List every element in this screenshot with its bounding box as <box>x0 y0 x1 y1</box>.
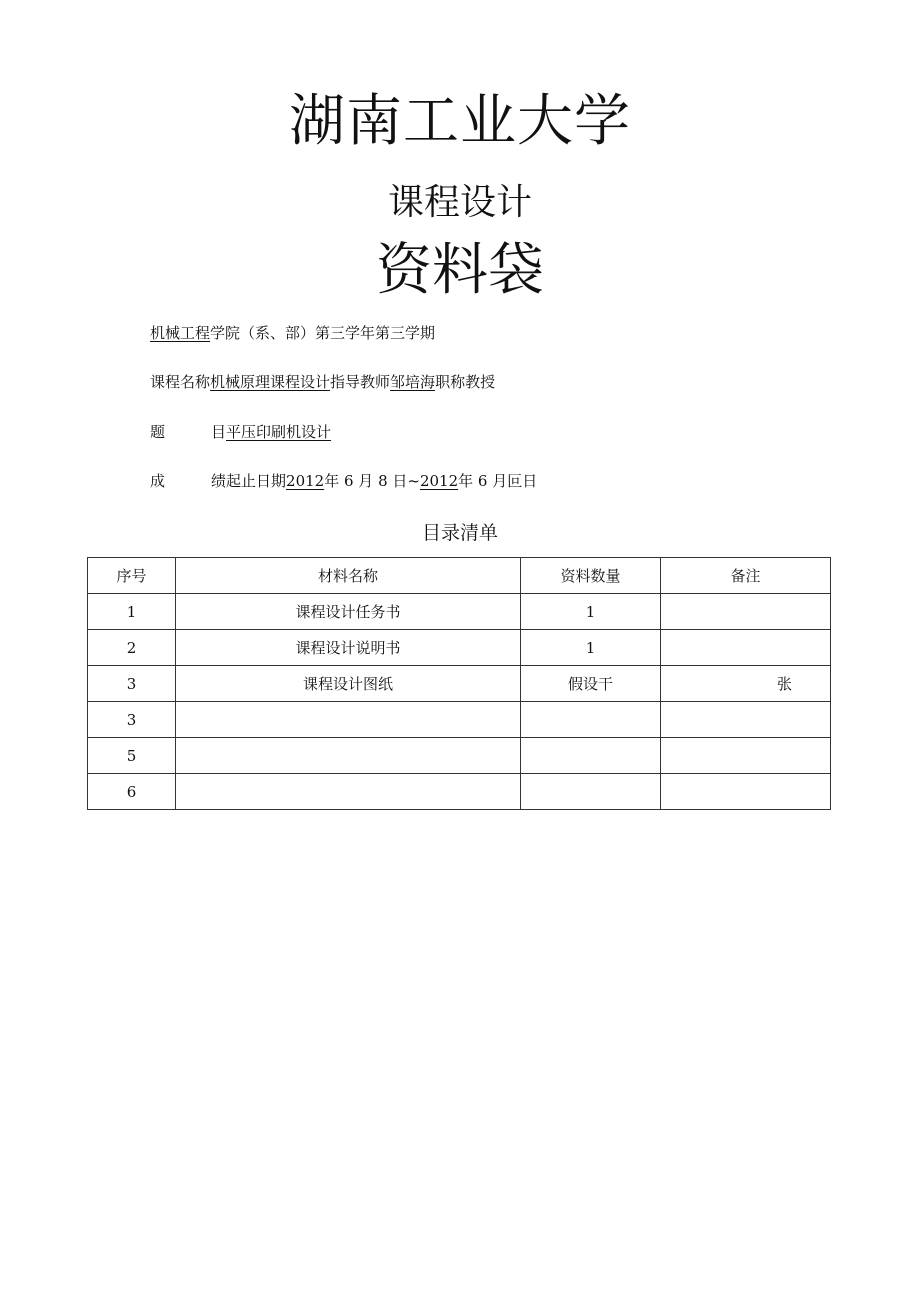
table-header-row <box>88 558 831 594</box>
row-qty: 1 <box>521 594 661 630</box>
row-qty: 1 <box>521 630 661 666</box>
row-name: 课程设计图纸 <box>176 666 521 702</box>
topic-label-a: 题 <box>150 423 166 441</box>
course-design-subtitle: 课程设计 <box>387 182 532 223</box>
row-no: 3 <box>88 666 176 702</box>
row-name <box>176 738 521 774</box>
row-no: 2 <box>88 630 176 666</box>
row-qty <box>521 702 661 738</box>
row-note: 张 <box>776 675 792 693</box>
row-name: 课程设计说明书 <box>176 630 521 666</box>
topic-value: 平压印刷机设计 <box>226 423 332 441</box>
row-note <box>661 702 831 738</box>
end-date-rest: 年 6 月叵日 <box>458 472 538 490</box>
row-no: 5 <box>88 738 176 774</box>
table-row <box>88 666 831 702</box>
course-line <box>150 372 495 392</box>
advisor-label: 指导教师 <box>330 373 391 391</box>
college-line <box>150 323 435 343</box>
start-year: 2012 <box>286 472 325 490</box>
inventory-table <box>87 557 831 810</box>
header-qty: 资料数量 <box>521 558 661 594</box>
advisor-title: 职称教授 <box>435 373 496 391</box>
course-name-value: 机械原理课程设计 <box>210 373 331 391</box>
table-row <box>88 630 831 666</box>
inventory-title: 目录清单 <box>421 522 498 544</box>
row-name <box>176 702 521 738</box>
college-term-text: 学院（系、部）第三学年第三学期 <box>210 324 436 342</box>
row-no: 6 <box>88 774 176 810</box>
topic-label-b: 目 <box>211 423 227 441</box>
end-year: 2012 <box>419 472 459 490</box>
row-name: 课程设计任务书 <box>176 594 521 630</box>
header-no: 序号 <box>88 558 176 594</box>
row-note <box>661 594 831 630</box>
grade-date-line <box>150 471 537 491</box>
topic-line <box>150 422 331 442</box>
row-note-cell <box>661 666 831 702</box>
university-title: 湖南工业大学 <box>289 89 631 154</box>
grade-date-label: 绩起止日期 <box>211 472 287 490</box>
row-no: 3 <box>88 702 176 738</box>
header-name: 材料名称 <box>176 558 521 594</box>
row-qty <box>521 774 661 810</box>
row-qty <box>521 738 661 774</box>
row-name <box>176 774 521 810</box>
row-no: 1 <box>88 594 176 630</box>
advisor-value: 邹培海 <box>390 373 436 391</box>
table-row <box>88 738 831 774</box>
table-row <box>88 702 831 738</box>
start-date-rest: 年 6 月 8 日~ <box>324 472 420 490</box>
course-name-label: 课程名称 <box>150 373 211 391</box>
table-row <box>88 594 831 630</box>
college-value: 机械工程 <box>150 324 211 342</box>
document-type-title: 资料袋 <box>376 238 544 303</box>
row-qty: 假设干 <box>521 666 661 702</box>
header-note: 备注 <box>661 558 831 594</box>
table-row <box>88 774 831 810</box>
row-note <box>661 630 831 666</box>
row-note <box>661 774 831 810</box>
grade-label-a: 成 <box>150 472 166 490</box>
row-note <box>661 738 831 774</box>
